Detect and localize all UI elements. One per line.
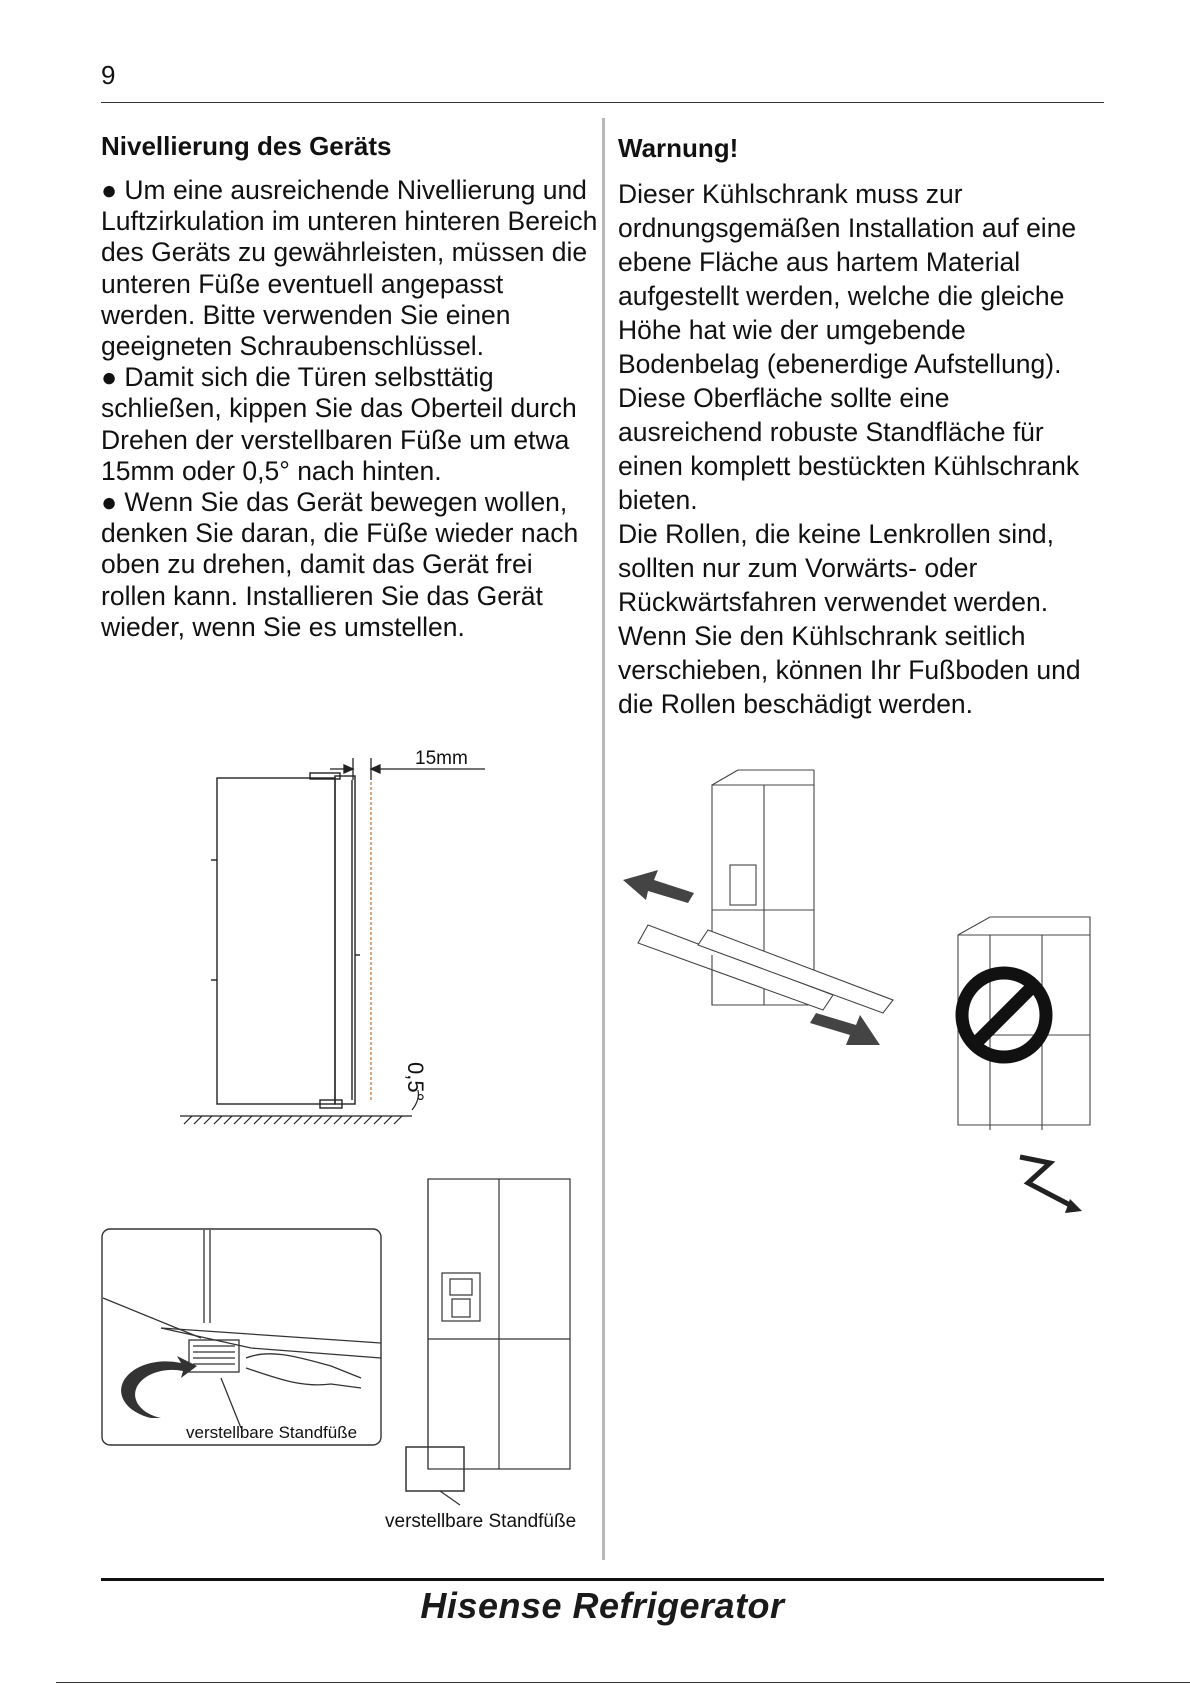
left-body xyxy=(101,175,601,643)
front-view-figure xyxy=(380,1175,610,1535)
warning-paragraph-1: Dieser Kühlschrank muss zur ordnungsgemäßen Installation auf eine ebene Fläche aus hartem Material aufgestellt werden, welche die gleiche Höhe hat wie der umgebende Bodenbelag (ebenerdige Aufstellung). Diese Oberfläche sollte eine ausreichend robuste Standfläche für einen komplett bestückten Kühlschrank bieten. xyxy=(618,179,1080,515)
right-body xyxy=(618,177,1098,721)
page-number: 9 xyxy=(101,60,116,90)
tilt-side-view-figure xyxy=(180,740,510,1140)
roll-forward-figure xyxy=(618,765,898,1065)
front-view-label: verstellbare Standfüße xyxy=(385,1511,577,1532)
bottom-edge-rule xyxy=(56,1682,1190,1683)
foot-closeup-figure xyxy=(101,1228,386,1448)
left-heading: Nivellierung des Geräts xyxy=(101,131,392,161)
no-sideways-figure xyxy=(950,905,1100,1215)
brand-footer: Hisense Refrigerator xyxy=(420,1585,785,1626)
foot-closeup-label: verstellbare Standfüße xyxy=(186,1423,358,1442)
leveling-paragraph-2: ● Damit sich die Türen selbsttätig schließen, kippen Sie das Oberteil durch Drehen der verstellbaren Füße um etwa 15mm oder 0,5° nach hinten. xyxy=(101,362,577,486)
tilt-angle-label: 0,5° xyxy=(403,1062,428,1102)
warning-heading: Warnung! xyxy=(618,133,739,163)
header-rule xyxy=(101,102,1104,103)
footer-rule xyxy=(101,1578,1104,1581)
warning-paragraph-2: Die Rollen, die keine Lenkrollen sind, sollten nur zum Vorwärts- oder Rückwärtsfahren verwendet werden. Wenn Sie den Kühlschrank seitlich verschieben, können Ihr Fußboden und die Rollen beschädigt werden. xyxy=(618,519,1081,719)
tilt-gap-label: 15mm xyxy=(415,748,468,769)
leveling-paragraph-1: ● Um eine ausreichende Nivellierung und Luftzirkulation im unteren hinteren Bereich des Geräts zu gewährleisten, müssen die unteren Füße eventuell angepasst werden. Bitte verwenden Sie einen geeigneten Schraubenschlüssel. xyxy=(101,175,598,362)
leveling-paragraph-3: ● Wenn Sie das Gerät bewegen wollen, denken Sie daran, die Füße wieder nach oben zu drehen, damit das Gerät frei rollen kann. Installieren Sie das Gerät wieder, wenn Sie es umstellen. xyxy=(101,487,579,642)
